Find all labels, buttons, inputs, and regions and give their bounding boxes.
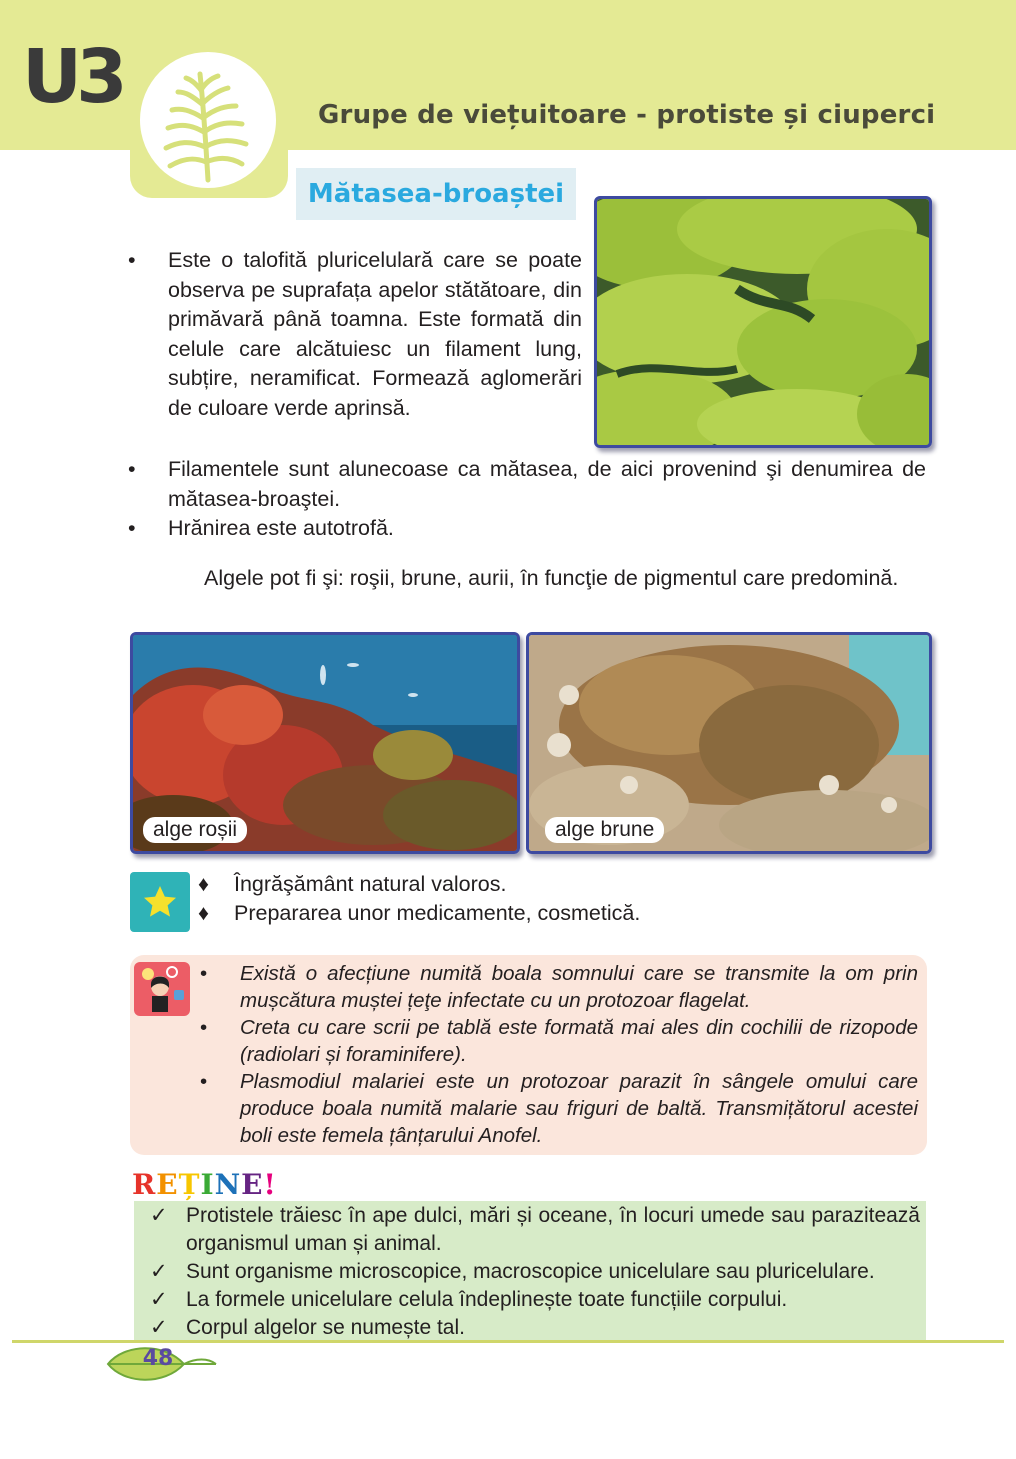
bullet-list-top: [128, 246, 582, 423]
list-item: • Este o talofită pluricelulară care se poate observa pe suprafața apelor stătătoare, din primăvară până toamna. Este formată din celule care alcătuiesc un filament lung, subțire, neramificat. Formează aglomerări de culoare verde aprinsă.: [128, 248, 582, 420]
retine-list: [150, 1202, 920, 1342]
retine-letter: N: [214, 1168, 242, 1201]
brown-algae-photo: [526, 632, 932, 854]
list-item: • Creta cu care scrii pe tablă este formată mai ales din cochilii de rizopode (radiolari și foraminifere).: [200, 1016, 918, 1066]
retine-letter: E: [241, 1168, 264, 1201]
green-algae-photo: [594, 196, 932, 448]
algae-note: Algele pot fi şi: roşii, brune, aurii, în funcţie de pigmentul care predomină.: [204, 566, 899, 590]
retine-letter: I: [200, 1168, 215, 1201]
uses-list: [198, 870, 898, 928]
list-item: ✓ Corpul algelor se numește tal.: [150, 1316, 465, 1339]
list-item: • Filamentele sunt alunecoase ca mătasea, de aici provenind şi denumirea de mătasea-broaştei.: [128, 457, 926, 511]
idea-person-icon: [134, 962, 190, 1016]
retine-letter: Ț: [178, 1168, 201, 1201]
retine-letter: R: [132, 1168, 157, 1201]
fern-icon: [140, 52, 276, 188]
page-number: 48: [142, 1346, 174, 1371]
retine-letter: E: [156, 1168, 179, 1201]
red-algae-caption: alge roșii: [143, 817, 247, 843]
fact-list: [200, 960, 918, 1149]
star-icon: [130, 872, 190, 932]
retine-title: [132, 1168, 277, 1201]
brown-algae-caption: alge brune: [545, 817, 664, 843]
section-title: Mătasea-broaștei: [296, 168, 576, 220]
list-item: ✓ La formele unicelulare celula îndeplinește toate funcțiile corpului.: [150, 1288, 788, 1311]
bullet-list-wide: [128, 455, 926, 544]
list-item: • Plasmodiul malariei este un protozoar parazit în sângele omului care produce boala numită malarie sau friguri de baltă. Transmițătorul acestei boli este femela țânțarului Anofel.: [200, 1070, 918, 1147]
list-item: ✓ Protistele trăiesc în ape dulci, mări și oceane, în locuri umede sau parazitează organismul uman și animal.: [150, 1204, 920, 1255]
header-title: Grupe de viețuitoare - protiste și ciuperci: [318, 100, 936, 130]
list-item: ♦ Îngrăşământ natural valoros.: [198, 872, 507, 896]
list-item: ✓ Sunt organisme microscopice, macroscopice unicelulare sau pluricelulare.: [150, 1260, 875, 1283]
unit-label: U3: [22, 34, 122, 120]
list-item: • Există o afecțiune numită boala somnului care se transmite la om prin mușcătura muștei țeţe infectate cu un protozoar flagelat.: [200, 962, 918, 1012]
list-item: ♦ Prepararea unor medicamente, cosmetică.: [198, 901, 641, 925]
retine-letter: !: [263, 1168, 277, 1201]
red-algae-photo: [130, 632, 520, 854]
list-item: • Hrănirea este autotrofă.: [128, 516, 394, 540]
